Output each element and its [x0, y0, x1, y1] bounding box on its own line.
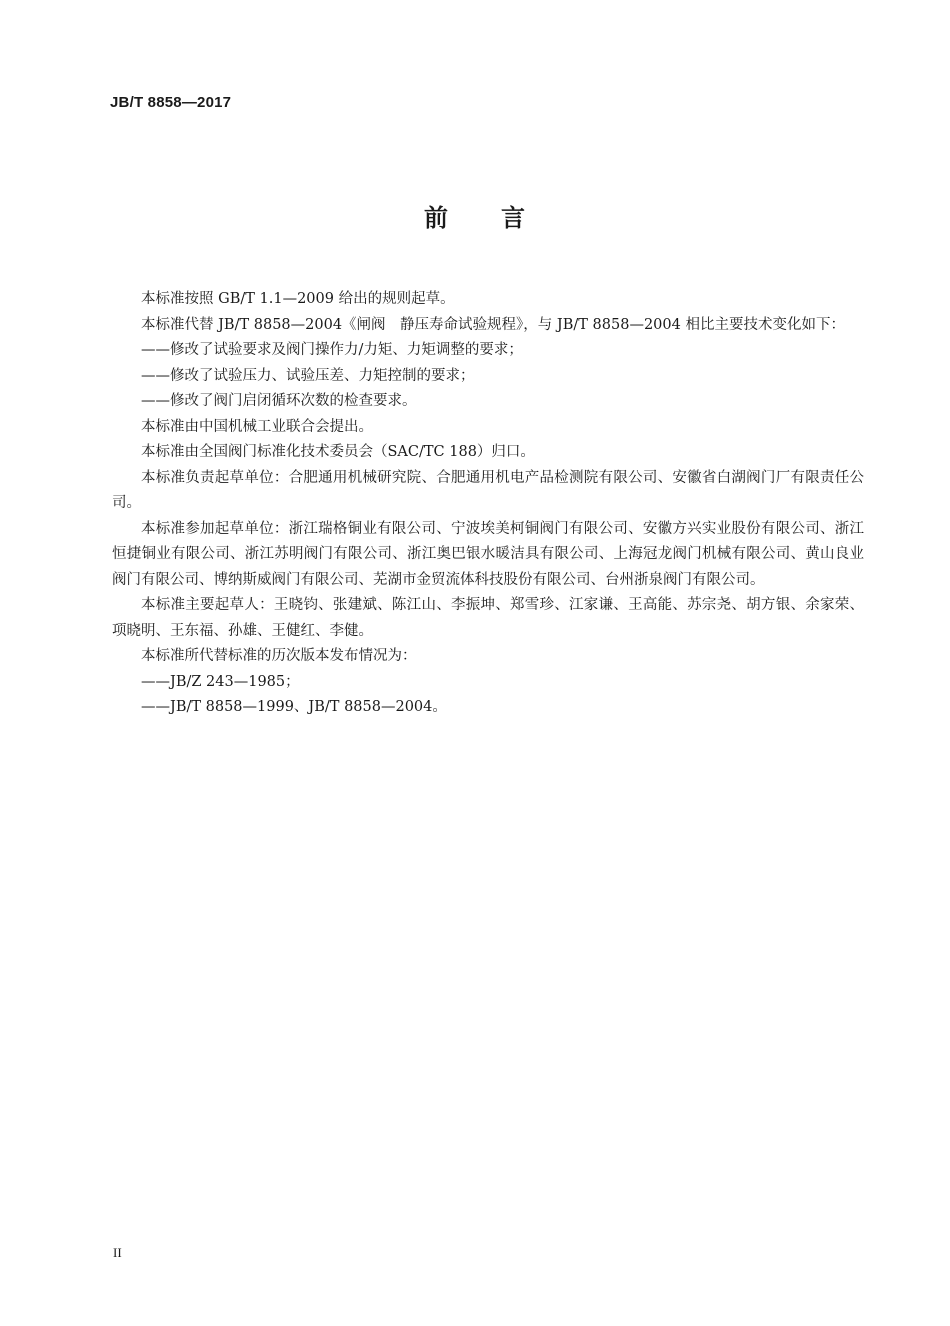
paragraph-main-drafters: 本标准主要起草人：王晓钧、张建斌、陈江山、李振坤、郑雪珍、江家谦、王高能、苏宗尧、胡方银、余家荣、项晓明、王东福、孙雄、王健红、李健。 — [112, 597, 864, 639]
list-item-history-1: ——JB/Z 243—1985； — [141, 673, 300, 690]
paragraph-drafting-rules: 本标准按照 GB/T 1.1—2009 给出的规则起草。 — [141, 291, 455, 307]
page-title — [0, 198, 950, 233]
paragraph-proposed-by: 本标准由中国机械工业联合会提出。 — [141, 418, 373, 435]
paragraph-participating-drafters: 本标准参加起草单位：浙江瑞格铜业有限公司、宁波埃美柯铜阀门有限公司、安徽方兴实业股份有限公司、浙江恒捷铜业有限公司、浙江苏明阀门有限公司、浙江奥巴银水暖洁具有限公司、上海冠龙阀门机械有限公司、黄山良业阀门有限公司、博纳斯威阀门有限公司、芜湖市金贸流体科技股份有限公司、台州浙泉阀门有限公司。 — [112, 520, 864, 588]
paragraph-under-jurisdiction: 本标准由全国阀门标准化技术委员会（SAC/TC 188）归口。 — [141, 444, 535, 460]
list-item-history-2: ——JB/T 8858—1999、JB/T 8858—2004。 — [141, 699, 447, 715]
title-char-1: 前 — [424, 204, 449, 232]
title-char-2: 言 — [501, 204, 526, 232]
list-item-change-1: ——修改了试验要求及阀门操作力/力矩、力矩调整的要求； — [141, 342, 523, 358]
page-number: II — [113, 1245, 122, 1260]
standard-number: JB/T 8858—2017 — [110, 94, 232, 111]
list-item-change-3: ——修改了阀门启闭循环次数的检查要求。 — [141, 393, 417, 409]
paragraph-lead-drafters: 本标准负责起草单位：合肥通用机械研究院、合肥通用机电产品检测院有限公司、安徽省白湖阀门厂有限责任公司。 — [112, 469, 864, 511]
paragraph-history-intro: 本标准所代替标准的历次版本发布情况为： — [141, 648, 417, 664]
foreword-body — [112, 287, 864, 721]
paragraph-replacement: 本标准代替 JB/T 8858—2004《闸阀 静压寿命试验规程》，与 JB/T 8858—2004 相比主要技术变化如下： — [141, 316, 845, 333]
list-item-change-2: ——修改了试验压力、试验压差、力矩控制的要求； — [141, 367, 475, 384]
